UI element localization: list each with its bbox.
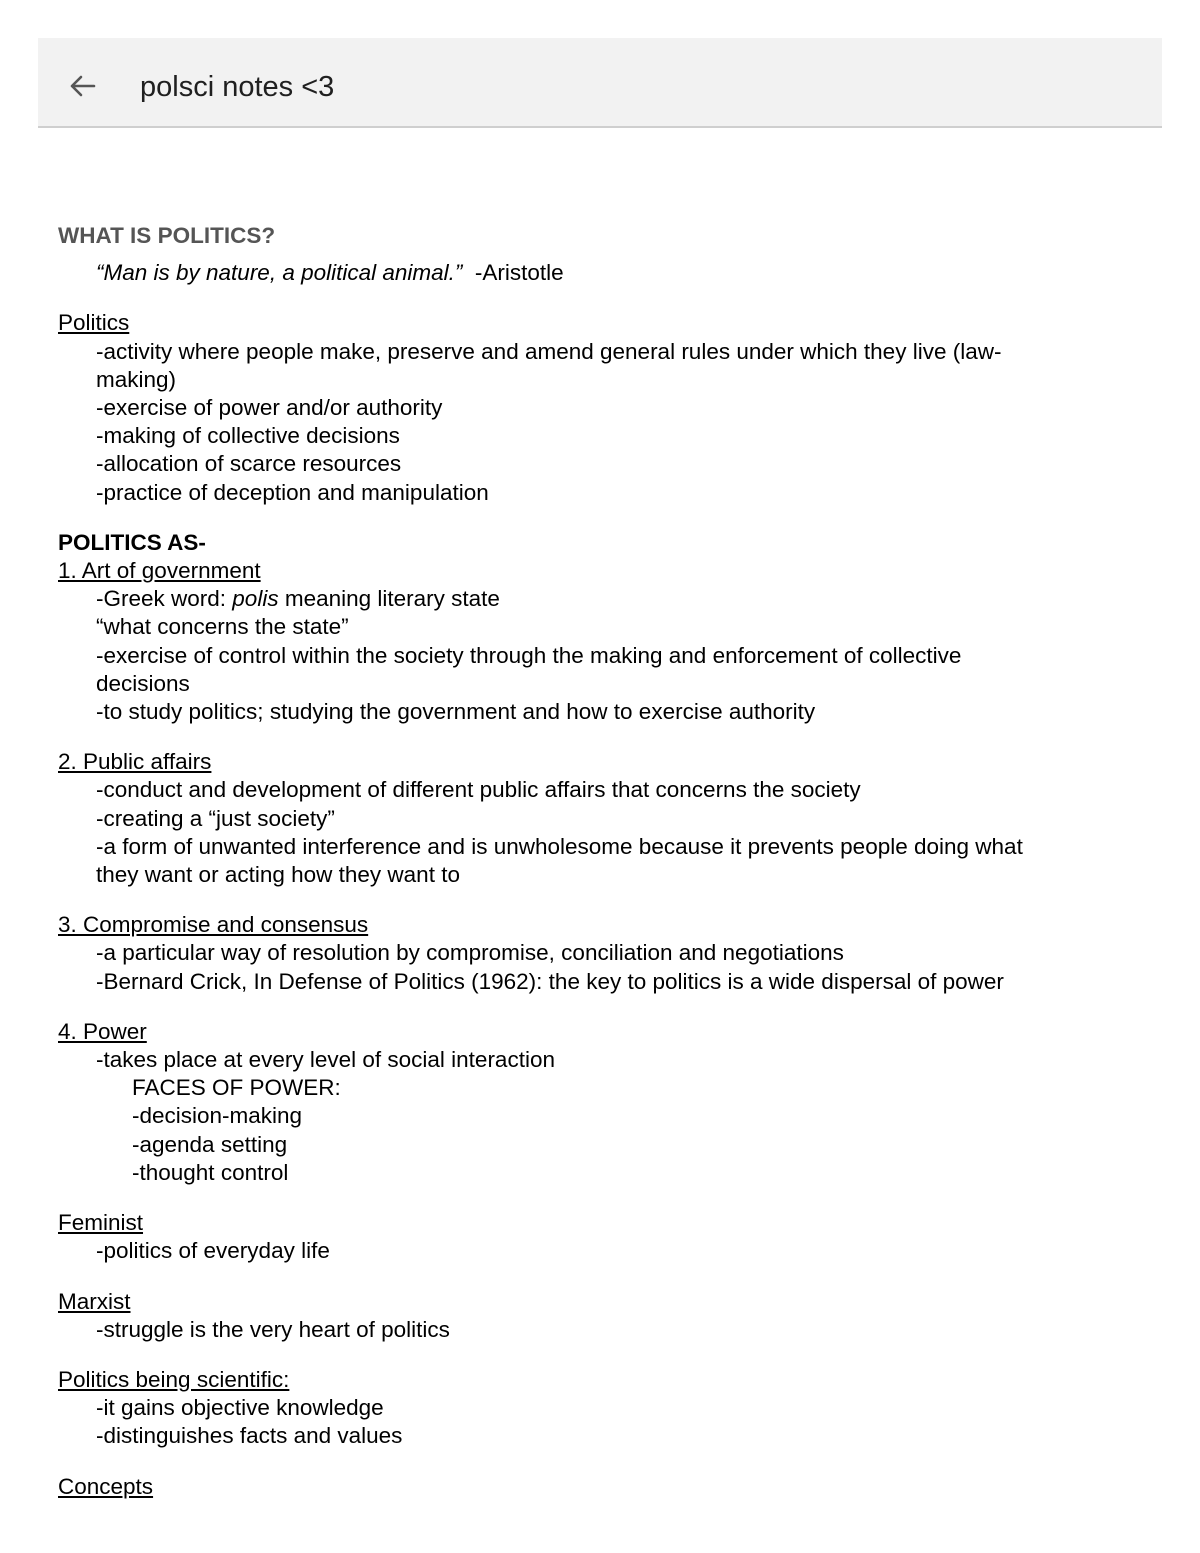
heading-concepts: Concepts — [58, 1473, 154, 1499]
heading-politics-as: POLITICS AS- — [58, 529, 206, 555]
list-item: -thought control — [132, 1159, 289, 1185]
list-item: -a particular way of resolution by compromise, conciliation and negotiations — [96, 940, 844, 966]
list-item: -distinguishes facts and values — [96, 1423, 403, 1449]
list-item — [58, 585, 1148, 613]
heading-compromise-consensus: 3. Compromise and consensus — [58, 912, 369, 938]
list-item: -to study politics; studying the government and how to exercise authority — [96, 699, 816, 725]
list-item: -struggle is the very heart of politics — [96, 1316, 450, 1342]
list-item: -creating a “just society” — [96, 805, 335, 831]
heading-politics-scientific: Politics being scientific: — [58, 1366, 290, 1392]
back-button[interactable] — [62, 68, 102, 104]
list-item: -it gains objective knowledge — [96, 1395, 384, 1421]
list-item: -making of collective decisions — [96, 423, 400, 449]
list-item: -decision-making — [132, 1103, 303, 1129]
greek-suffix: meaning literary state — [278, 586, 500, 612]
list-item: -Bernard Crick, In Defense of Politics (1962): the key to politics is a wide dispersal of power — [96, 968, 1004, 994]
quote-text: “Man is by nature, a political animal.” — [96, 260, 463, 286]
quote-attribution: -Aristotle — [474, 260, 564, 286]
list-item: decisions — [96, 670, 190, 696]
list-item: -a form of unwanted interference and is unwholesome because it prevents people doing what — [96, 833, 1023, 859]
list-item: -agenda setting — [132, 1131, 288, 1157]
document-body — [58, 222, 1148, 1501]
aristotle-quote — [58, 259, 1148, 287]
page-title: polsci notes <3 — [140, 71, 335, 103]
heading-politics: Politics — [58, 310, 130, 336]
list-item: they want or acting how they want to — [96, 862, 460, 888]
list-item: -activity where people make, preserve and amend general rules under which they live (law- — [96, 338, 1002, 364]
heading-feminist: Feminist — [58, 1210, 144, 1236]
heading-art-of-government: 1. Art of government — [58, 558, 261, 584]
heading-marxist: Marxist — [58, 1288, 131, 1314]
list-item: -practice of deception and manipulation — [96, 479, 489, 505]
list-item: “what concerns the state” — [96, 614, 349, 640]
list-item: -takes place at every level of social interaction — [96, 1047, 555, 1073]
list-item: making) — [96, 366, 177, 392]
list-item: -allocation of scarce resources — [96, 451, 402, 477]
list-item: -exercise of control within the society through the making and enforcement of collective — [96, 642, 962, 668]
heading-public-affairs: 2. Public affairs — [58, 749, 212, 775]
list-item: -exercise of power and/or authority — [96, 395, 443, 421]
greek-prefix: -Greek word: — [96, 586, 233, 612]
arrow-left-icon — [66, 72, 98, 100]
faces-heading: FACES OF POWER: — [132, 1075, 341, 1101]
list-item: -conduct and development of different public affairs that concerns the society — [96, 777, 861, 803]
heading-power: 4. Power — [58, 1018, 147, 1044]
greek-word: polis — [232, 586, 279, 612]
heading-what-is-politics: WHAT IS POLITICS? — [58, 223, 276, 248]
list-item: -politics of everyday life — [96, 1238, 330, 1264]
